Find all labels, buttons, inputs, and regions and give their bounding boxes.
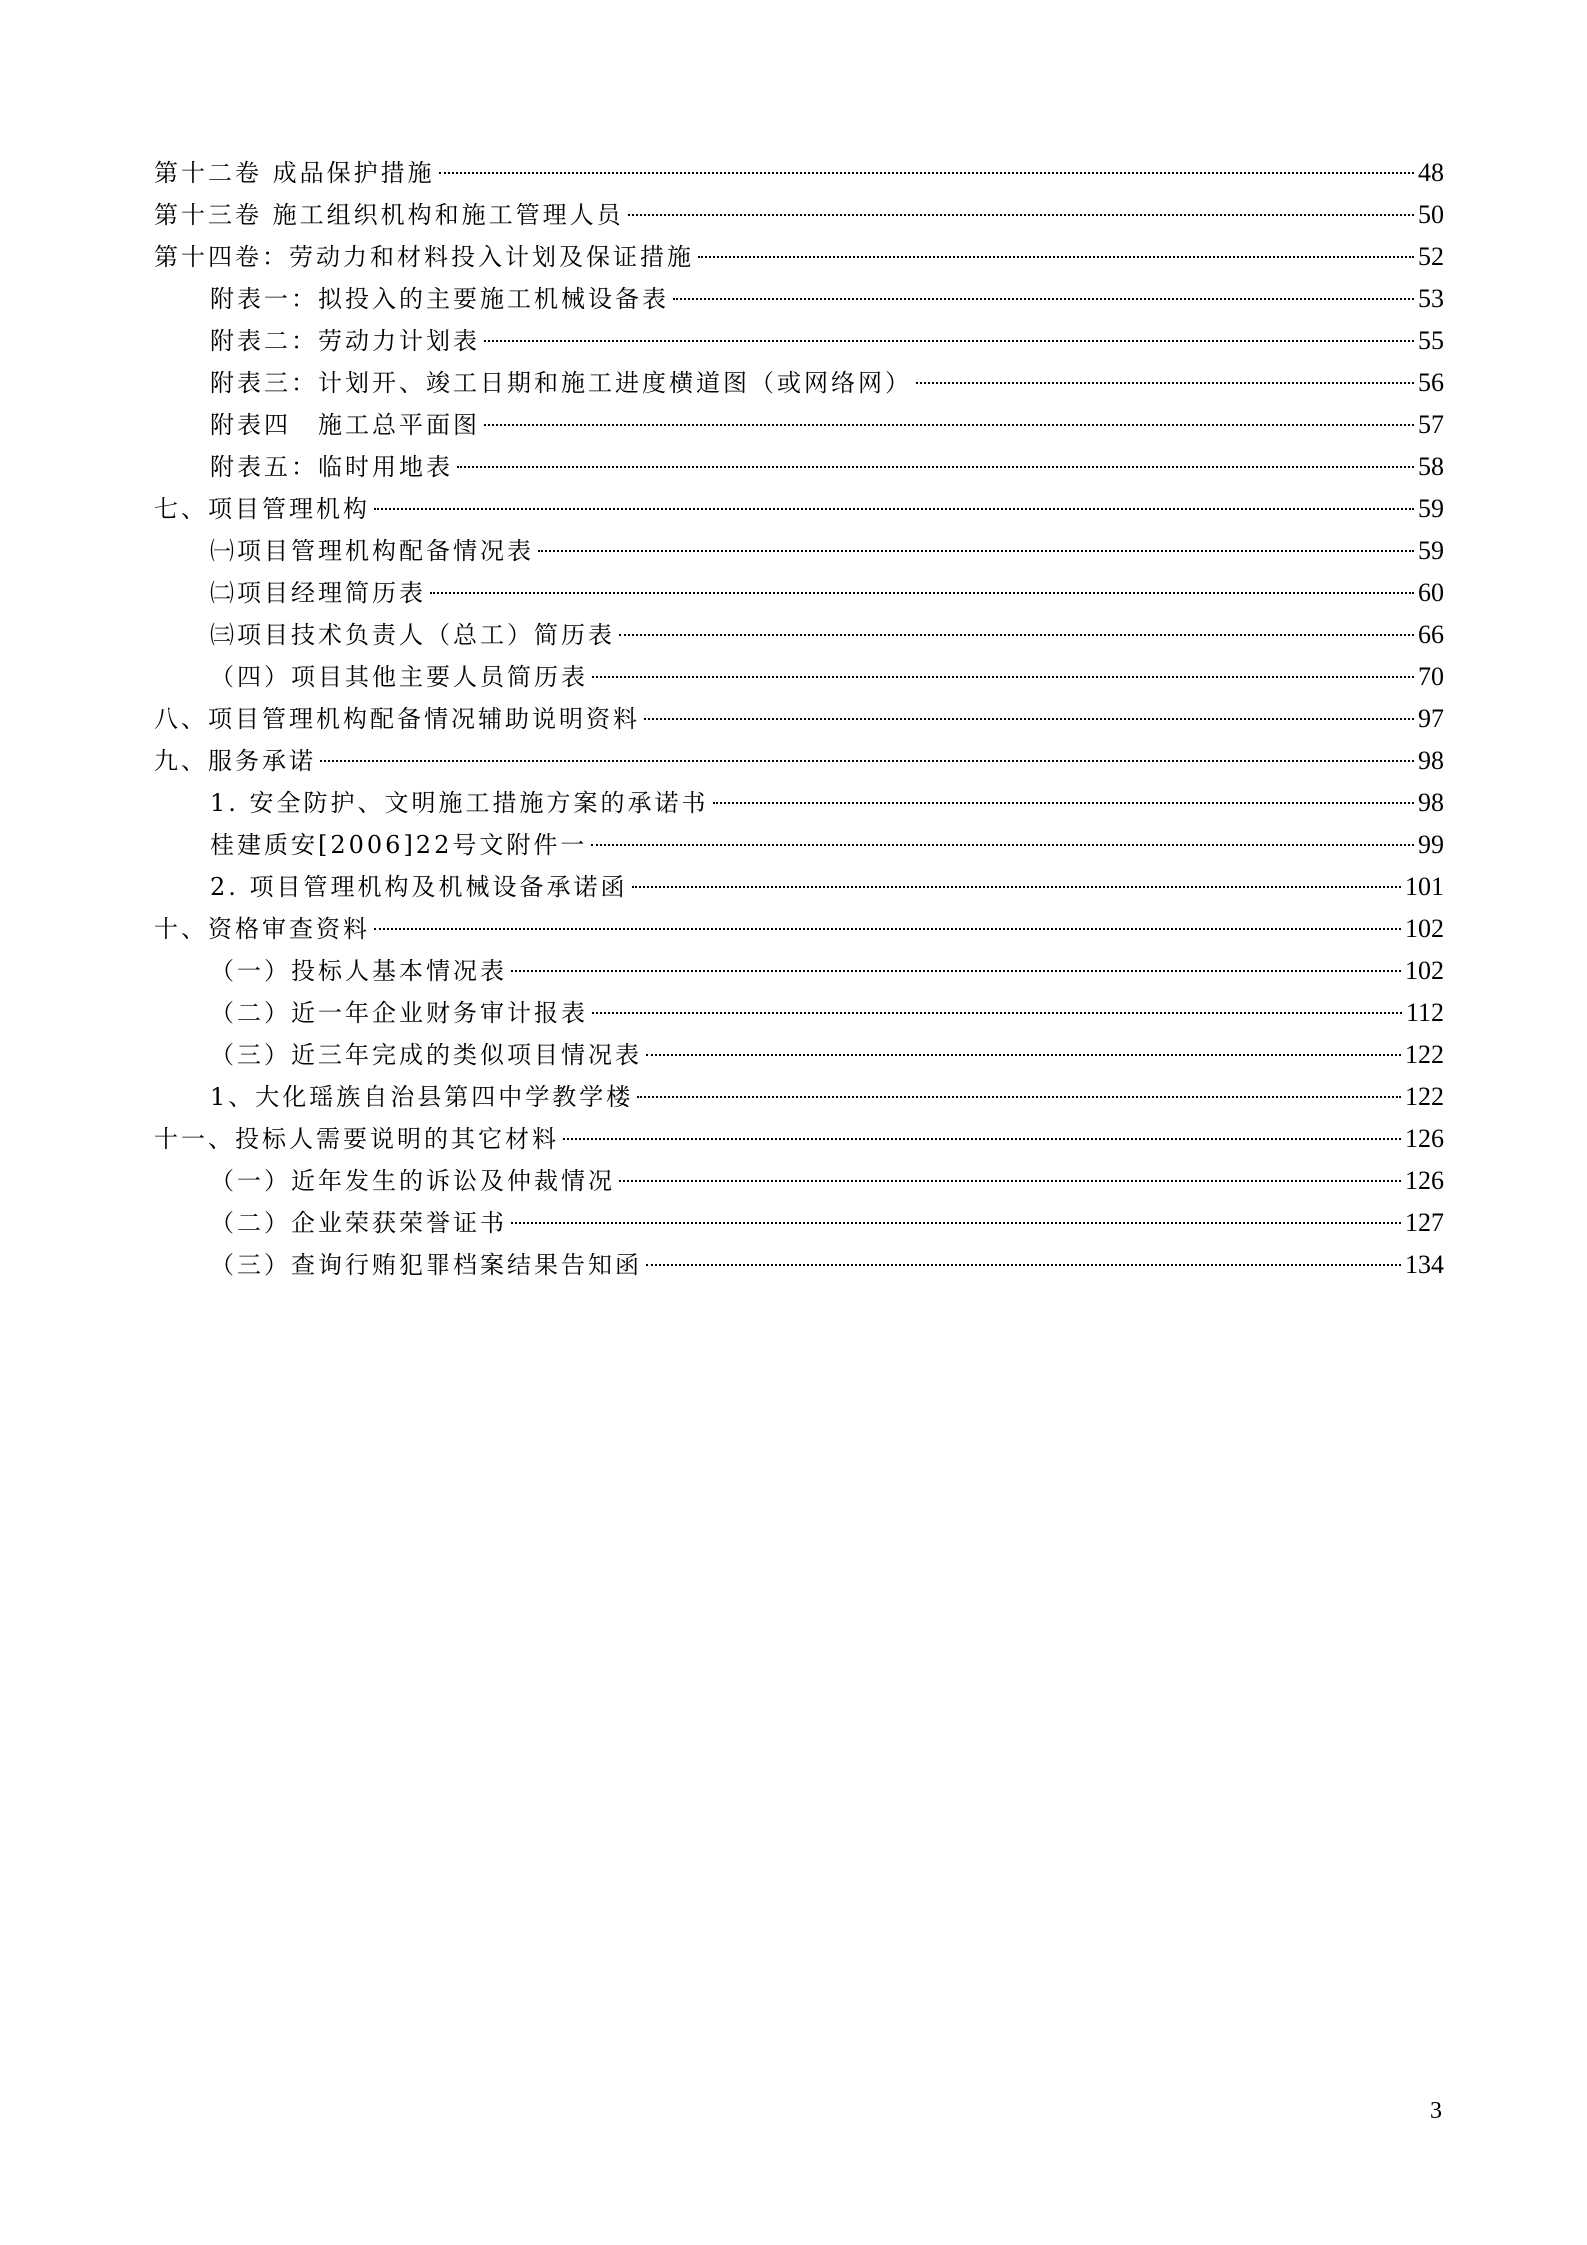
toc-leader-dots <box>484 340 1414 342</box>
toc-entry-title: 十、资格审查资料 <box>154 915 370 943</box>
toc-entry[interactable] <box>154 278 1444 320</box>
toc-entry[interactable] <box>154 1076 1444 1118</box>
toc-leader-dots <box>628 214 1414 216</box>
toc-entry-page: 98 <box>1418 788 1444 817</box>
toc-leader-dots <box>374 928 1401 930</box>
toc-leader-dots <box>713 802 1414 804</box>
toc-entry-page: 58 <box>1418 452 1444 481</box>
toc-leader-dots <box>646 1264 1401 1266</box>
toc-entry[interactable] <box>154 656 1444 698</box>
toc-entry[interactable] <box>154 740 1444 782</box>
toc-entry[interactable] <box>154 572 1444 614</box>
toc-entry-page: 122 <box>1405 1082 1444 1111</box>
toc-entry-page: 98 <box>1418 746 1444 775</box>
toc-entry[interactable] <box>154 488 1444 530</box>
toc-entry[interactable] <box>154 824 1444 866</box>
toc-entry[interactable] <box>154 530 1444 572</box>
toc-entry-page: 97 <box>1418 704 1444 733</box>
toc-entry-page: 57 <box>1418 410 1444 439</box>
toc-leader-dots <box>457 466 1414 468</box>
toc-entry-page: 70 <box>1418 662 1444 691</box>
toc-leader-dots <box>619 634 1414 636</box>
toc-entry-title: （四）项目其他主要人员简历表 <box>210 663 588 691</box>
toc-entry[interactable] <box>154 446 1444 488</box>
toc-entry-title: 第十三卷 施工组织机构和施工管理人员 <box>154 201 624 229</box>
toc-entry-title: 1、大化瑶族自治县第四中学教学楼 <box>210 1083 634 1111</box>
toc-entry-title: 附表一：拟投入的主要施工机械设备表 <box>210 285 669 313</box>
toc-entry[interactable] <box>154 362 1444 404</box>
toc-entry[interactable] <box>154 1244 1444 1286</box>
table-of-contents <box>154 152 1444 1286</box>
toc-entry[interactable] <box>154 320 1444 362</box>
toc-entry-page: 60 <box>1418 578 1444 607</box>
toc-entry-page: 53 <box>1418 284 1444 313</box>
toc-leader-dots <box>484 424 1414 426</box>
toc-entry-page: 59 <box>1418 536 1444 565</box>
toc-entry-title: 附表三：计划开、竣工日期和施工进度横道图（或网络网） <box>210 369 912 397</box>
toc-entry-title: ㈡项目经理简历表 <box>210 579 426 607</box>
toc-leader-dots <box>511 1222 1401 1224</box>
toc-leader-dots <box>698 256 1414 258</box>
toc-entry-page: 112 <box>1405 998 1444 1027</box>
toc-entry[interactable] <box>154 194 1444 236</box>
toc-entry-title: （三）查询行贿犯罪档案结果告知函 <box>210 1251 642 1279</box>
toc-entry[interactable] <box>154 866 1444 908</box>
toc-entry-title: 附表四 施工总平面图 <box>210 411 480 439</box>
toc-entry-title: （一）投标人基本情况表 <box>210 957 507 985</box>
toc-leader-dots <box>374 508 1414 510</box>
page-number: 3 <box>1430 2098 1442 2124</box>
toc-leader-dots <box>646 1054 1401 1056</box>
toc-entry[interactable] <box>154 782 1444 824</box>
toc-leader-dots <box>439 172 1414 174</box>
toc-entry[interactable] <box>154 404 1444 446</box>
toc-entry[interactable] <box>154 1160 1444 1202</box>
toc-entry-title: （三）近三年完成的类似项目情况表 <box>210 1041 642 1069</box>
toc-leader-dots <box>511 970 1401 972</box>
toc-entry-page: 134 <box>1405 1250 1444 1279</box>
toc-entry[interactable] <box>154 992 1444 1034</box>
toc-entry-page: 99 <box>1418 830 1444 859</box>
toc-entry[interactable] <box>154 614 1444 656</box>
toc-entry-title: （二）企业荣获荣誉证书 <box>210 1209 507 1237</box>
toc-leader-dots <box>320 760 1414 762</box>
toc-entry-page: 127 <box>1405 1208 1444 1237</box>
toc-entry-page: 55 <box>1418 326 1444 355</box>
toc-entry-page: 126 <box>1405 1124 1444 1153</box>
toc-leader-dots <box>592 676 1414 678</box>
toc-entry-title: 七、项目管理机构 <box>154 495 370 523</box>
toc-entry-title: 1. 安全防护、文明施工措施方案的承诺书 <box>210 789 709 817</box>
toc-entry-page: 52 <box>1418 242 1444 271</box>
toc-entry[interactable] <box>154 698 1444 740</box>
toc-leader-dots <box>916 382 1414 384</box>
toc-entry-title: ㈠项目管理机构配备情况表 <box>210 537 534 565</box>
toc-entry[interactable] <box>154 1118 1444 1160</box>
toc-entry-page: 126 <box>1405 1166 1444 1195</box>
toc-entry-title: 附表二：劳动力计划表 <box>210 327 480 355</box>
toc-leader-dots <box>538 550 1414 552</box>
toc-entry[interactable] <box>154 236 1444 278</box>
toc-entry-title: ㈢项目技术负责人（总工）简历表 <box>210 621 615 649</box>
toc-entry-title: 八、项目管理机构配备情况辅助说明资料 <box>154 705 640 733</box>
toc-leader-dots <box>644 718 1414 720</box>
toc-entry[interactable] <box>154 908 1444 950</box>
toc-entry-title: 十一、投标人需要说明的其它材料 <box>154 1125 559 1153</box>
toc-entry[interactable] <box>154 152 1444 194</box>
toc-entry-page: 102 <box>1405 914 1444 943</box>
toc-entry[interactable] <box>154 950 1444 992</box>
toc-entry-page: 122 <box>1405 1040 1444 1069</box>
toc-entry-page: 59 <box>1418 494 1444 523</box>
toc-leader-dots <box>632 886 1401 888</box>
toc-entry[interactable] <box>154 1202 1444 1244</box>
toc-entry-page: 48 <box>1418 158 1444 187</box>
toc-entry-title: （一）近年发生的诉讼及仲裁情况 <box>210 1167 615 1195</box>
toc-entry-page: 56 <box>1418 368 1444 397</box>
toc-entry[interactable] <box>154 1034 1444 1076</box>
toc-entry-title: （二）近一年企业财务审计报表 <box>210 999 588 1027</box>
toc-entry-page: 101 <box>1405 872 1444 901</box>
toc-leader-dots <box>637 1096 1401 1098</box>
toc-entry-title: 第十四卷：劳动力和材料投入计划及保证措施 <box>154 243 694 271</box>
toc-entry-page: 66 <box>1418 620 1444 649</box>
toc-leader-dots <box>673 298 1414 300</box>
toc-entry-page: 50 <box>1418 200 1444 229</box>
toc-leader-dots <box>430 592 1414 594</box>
toc-leader-dots <box>563 1138 1401 1140</box>
toc-entry-title: 第十二卷 成品保护措施 <box>154 159 435 187</box>
toc-entry-title: 桂建质安[2006]22号文附件一 <box>210 831 588 859</box>
toc-entry-page: 102 <box>1405 956 1444 985</box>
toc-leader-dots <box>619 1180 1401 1182</box>
toc-entry-title: 附表五：临时用地表 <box>210 453 453 481</box>
toc-entry-title: 2. 项目管理机构及机械设备承诺函 <box>210 873 628 901</box>
toc-leader-dots <box>592 1012 1402 1014</box>
toc-leader-dots <box>591 844 1414 846</box>
toc-entry-title: 九、服务承诺 <box>154 747 316 775</box>
